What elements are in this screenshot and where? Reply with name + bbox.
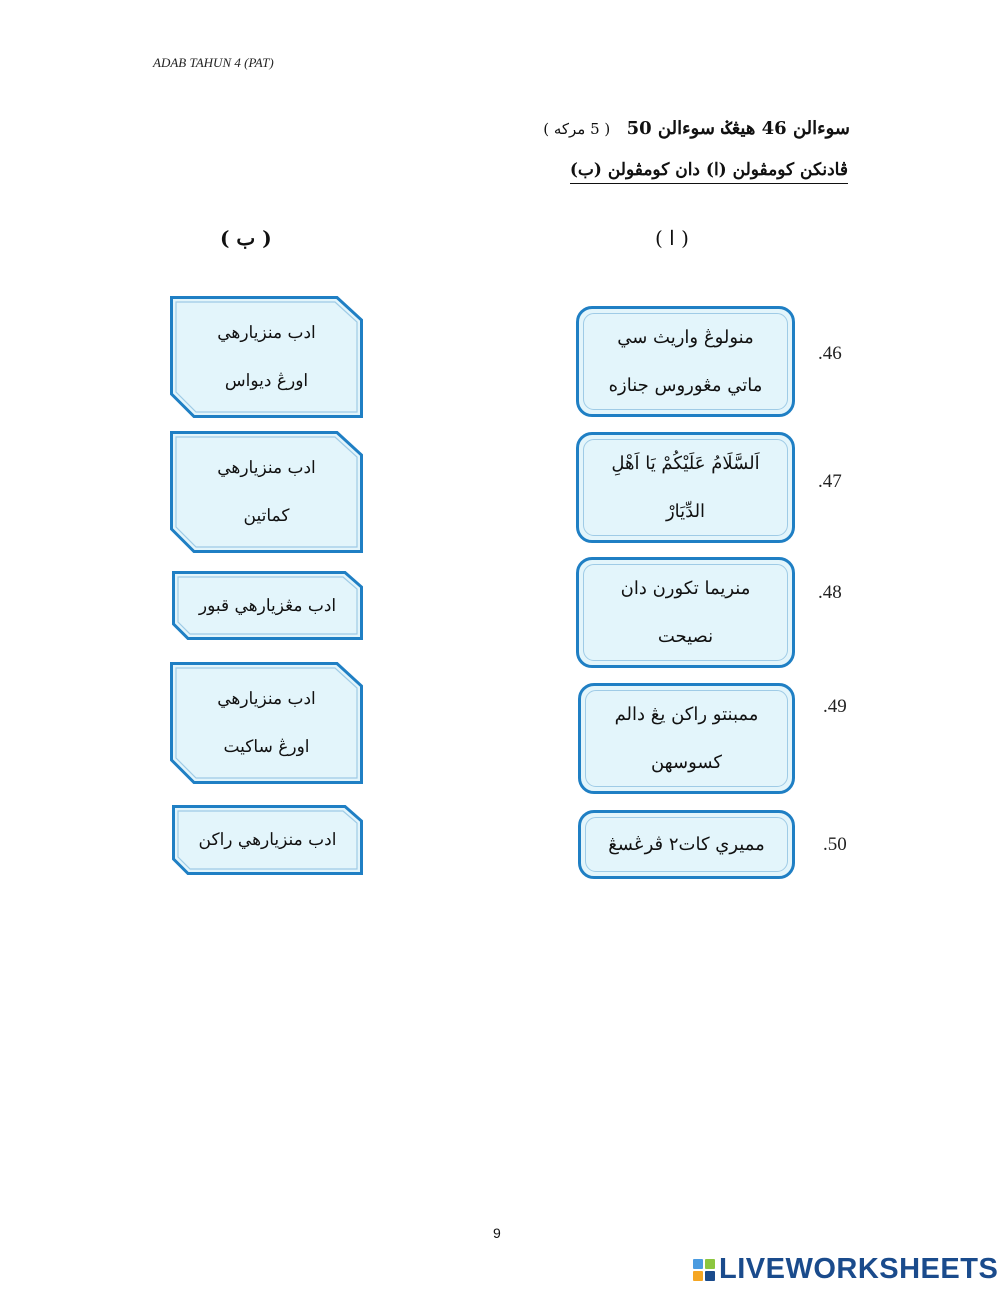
column-b-card-1[interactable] [170, 296, 363, 418]
column-b-text: ادب منزيارهي اورڠ ديواس [217, 323, 316, 391]
question-number-49: .49 [823, 696, 847, 717]
question-range: سوءالن 46 هيڠݢ سوءالن 50 [626, 118, 850, 139]
column-a-text: مميري كات٢ ڤرڠسڠ [608, 833, 765, 855]
instruction-text: ڤادنكن كومڤولن (ا) دان كومڤولن (ب) [570, 160, 848, 184]
liveworksheets-logo [693, 1253, 998, 1286]
column-a-text: ممبنتو راكن يڠ دالم كسوسهن [614, 703, 759, 773]
column-b-text: ادب منزيارهي راكن [198, 830, 337, 850]
column-b-card-2[interactable] [170, 431, 363, 553]
question-number-50: .50 [823, 834, 847, 855]
column-b-card-4[interactable] [170, 662, 363, 784]
column-a-text: منريما تكورن دان نصيحت [620, 577, 751, 647]
question-number-48: .48 [818, 582, 842, 603]
column-a-card-46[interactable] [576, 306, 795, 417]
page-number: 9 [493, 1225, 501, 1241]
column-a-card-50[interactable] [578, 810, 795, 879]
column-b-card-5[interactable] [172, 805, 363, 875]
question-number-47: .47 [818, 471, 842, 492]
column-a-text: منولوڠ واريث سي ماتي مڠوروس جنازه [608, 326, 763, 396]
column-a-card-49[interactable] [578, 683, 795, 794]
question-title [543, 118, 850, 139]
column-b-heading: ( ب ) [220, 226, 272, 250]
question-number-46: .46 [818, 343, 842, 364]
column-b-text: ادب مڠزيارهي قبور [198, 595, 337, 616]
column-b-text: ادب منزيارهي اورڠ ساكيت [217, 689, 316, 757]
column-b-card-3[interactable] [172, 571, 363, 640]
marks-label: ( 5 مركه ) [543, 120, 611, 138]
column-a-text: اَلسَّلَامُ عَلَيْكُمْ يَا اَهْلِ الدِّيَارْ [611, 452, 760, 522]
column-a-heading: ( ا ) [655, 226, 689, 250]
document-header: ADAB TAHUN 4 (PAT) [153, 55, 274, 70]
column-b-text: ادب منزيارهي كماتين [217, 458, 316, 526]
logo-text: LIVEWORKSHEETS [719, 1253, 999, 1285]
logo-tiles-icon [693, 1259, 715, 1281]
column-a-card-48[interactable] [576, 557, 795, 668]
column-a-card-47[interactable] [576, 432, 795, 543]
